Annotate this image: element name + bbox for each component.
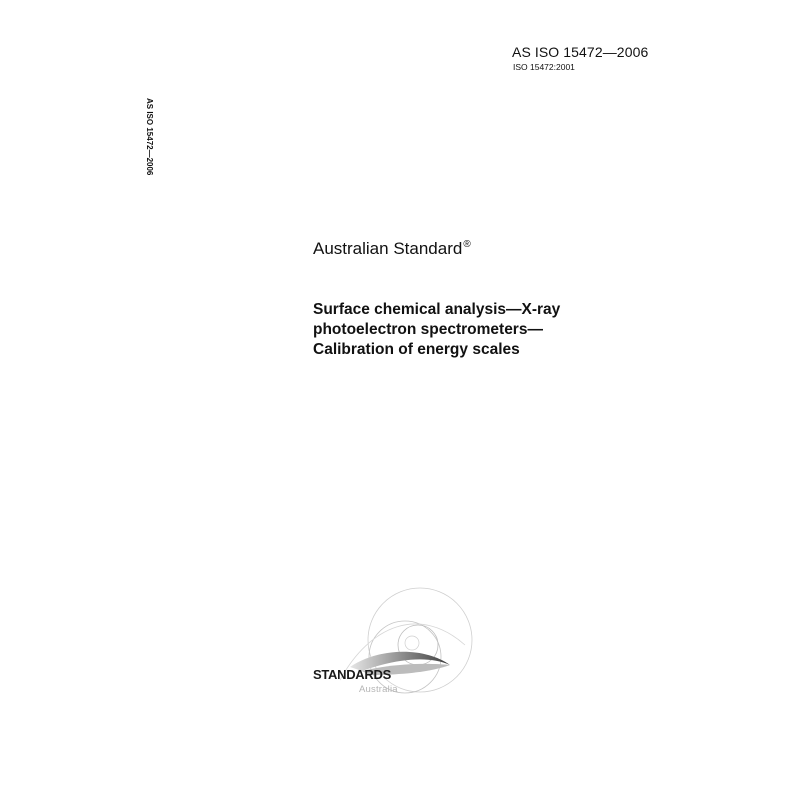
- title-line: Surface chemical analysis—X-ray: [313, 301, 561, 318]
- registered-mark: ®: [463, 239, 471, 250]
- standard-designation: AS ISO 15472—2006: [512, 44, 649, 60]
- document-title: [313, 300, 560, 360]
- title-line: photoelectron spectrometers—: [313, 321, 543, 338]
- series-heading: [313, 239, 471, 259]
- iso-reference: ISO 15472:2001: [513, 62, 575, 72]
- title-line: Calibration of energy scales: [313, 341, 520, 358]
- logo-wordmark: STANDARDS: [313, 667, 391, 682]
- series-name: Australian Standard: [313, 239, 463, 258]
- spine-label: AS ISO 15472—2006: [145, 98, 154, 176]
- logo-subtitle: Australia: [359, 684, 398, 695]
- standards-australia-logo-icon: [300, 585, 480, 715]
